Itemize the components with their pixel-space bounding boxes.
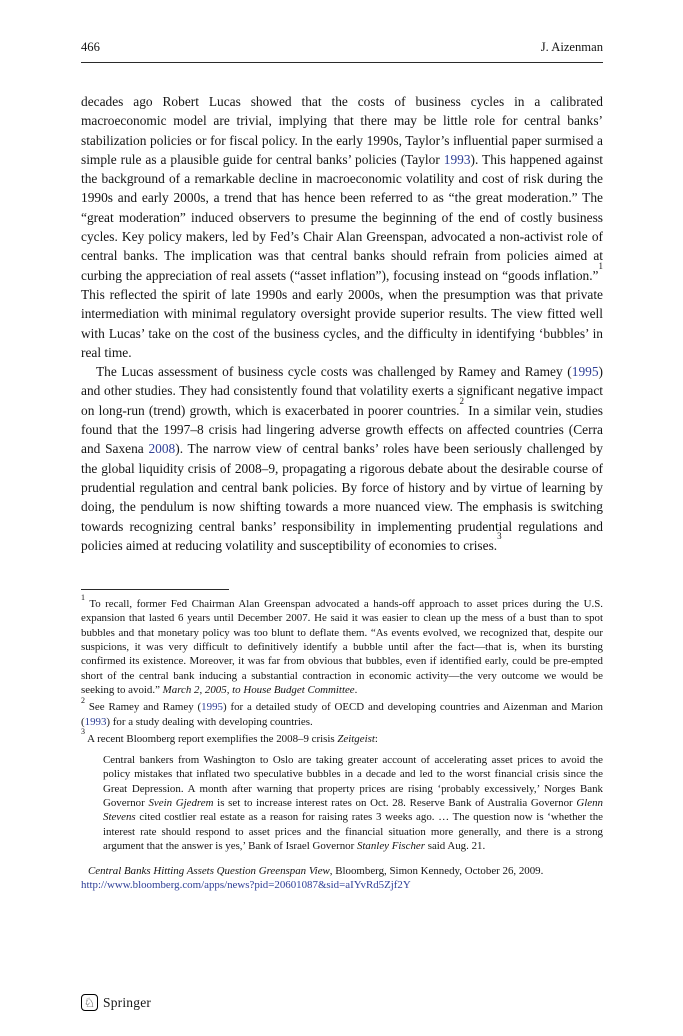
citation-link-ramey-1995-footnote[interactable]: 1995 bbox=[201, 701, 223, 714]
text-run: . bbox=[354, 683, 358, 696]
footnote-3 bbox=[81, 727, 603, 746]
footnotes-block bbox=[81, 592, 603, 893]
text-run: ). The narrow view of central banks’ roles have been seriously challenged by the global liquidity crisis of 2008–9, propagating a rigorous debate about the desirable course of prudential regulation and central bank policies. By force of history and by virtue of learning by doing, the pendulum is now shifting towards a more nuanced view. The emphasis is switching towards recognizing central banks’ responsibility in implementing prudential regulations and policies aimed at reducing volatility and susceptibility of economies to crises. bbox=[81, 441, 603, 553]
page-number: 466 bbox=[81, 40, 100, 54]
italic-run: March 2, 2005, to House Budget Committee bbox=[162, 683, 355, 696]
citation-link-cerra-saxena-2008[interactable]: 2008 bbox=[148, 441, 176, 457]
footnote-ref-2: 2 bbox=[459, 396, 465, 407]
text-run: To recall, former Fed Chairman Alan Greenspan advocated a hands-off approach to asset prices during the U.S. expansion that lasted 6 years until December 2007. He said it was easier to clean up the mess of a bust than to spot bubbles and that monetary policy was too blunt to deflate them. “As events evolved, we recognized that, despite our suspicions, it was very difficult to definitively identify a bubble until after the fact—that is, when its bursting confirmed its existence. Moreover, it was far from obvious that bubbles, even if identified early, could be pre-empted short of the central bank inducing a substantial contraction in economic activity—the very outcome we would be seeking to avoid.” bbox=[81, 598, 603, 696]
running-author: J. Aizenman bbox=[540, 40, 603, 54]
publisher-name: Springer bbox=[103, 994, 152, 1010]
text-run: decades ago Robert Lucas showed that the costs of business cycles in a calibrated macroeconomic model are trivial, implying that there may be little role for central banks’ stabilization policies or for fiscal policy. In the early 1990s, Taylor’s influential paper surmised a simple rule as a plausible guide for central banks’ policies (Taylor bbox=[81, 94, 603, 167]
text-run: A recent Bloomberg report exemplifies the 2008–9 crisis bbox=[85, 732, 338, 745]
italic-run: Svein Gjedrem bbox=[148, 796, 214, 809]
text-run: This reflected the spirit of late 1990s and early 2000s, when the presumption was that private intermediation with minimal regulatory oversight provide superior results. The view fitted well with Lucas’ take on the cost of the business cycles, and the difficulty in identifying ‘bubbles’ in real time. bbox=[81, 286, 603, 360]
text-run: ) for a detailed study of OECD and developing countries and Aizenman and Marion ( bbox=[81, 701, 603, 728]
footnote-marker-2: 2 bbox=[81, 695, 85, 705]
footnote-marker-3: 3 bbox=[81, 727, 85, 737]
body-text-block bbox=[81, 92, 603, 555]
text-run: cited costlier real estate as a reason for raising rates 3 weeks ago. … The question now is ‘whether the interest rate should respond to asset prices and the financial situation more generally, and there is a strong argument that the answer is yes,’ Bank of Israel Governor bbox=[103, 811, 603, 852]
footnote-ref-3: 3 bbox=[497, 531, 502, 542]
publisher-footer bbox=[81, 994, 151, 1011]
source-citation bbox=[81, 864, 603, 878]
italic-run: Glenn Stevens bbox=[103, 796, 603, 824]
text-run: is set to increase interest rates on Oct. 28. Reserve Bank of Australia Governor bbox=[213, 796, 577, 809]
citation-link-ramey-1995[interactable]: 1995 bbox=[571, 364, 599, 380]
text-run: Central bankers from Washington to Oslo are taking greater account of accelerating asset prices to avoid the policy mistakes that inflated two speculative bubbles in a decade and led to the worst financial crisis since the Great Depression. A month after warning that property prices are rising ‘probably excessively,’ Norges Bank Governor bbox=[103, 754, 603, 809]
text-run: The Lucas assessment of business cycle costs was challenged by Ramey and Ramey ( bbox=[96, 364, 572, 380]
running-header bbox=[81, 40, 603, 63]
source-url-line bbox=[81, 878, 603, 892]
paragraph-1 bbox=[81, 92, 603, 362]
footnote-2 bbox=[81, 695, 603, 729]
italic-run: Stanley Fischer bbox=[356, 839, 425, 852]
bloomberg-url-link[interactable]: http://www.bloomberg.com/apps/news?pid=20601087&sid=aIYvRd5Zjf2Y bbox=[81, 879, 411, 892]
text-run: ). This happened against the background of a remarkable decline in macroeconomic volatility and cost of risk during the 1990s and early 2000s, a trend that has hence been referred to as “the great moderation.” The “great moderation” induced observers to presume the beginning of the end of costly business cycles. Key policy makers, led by Fed’s Chair Alan Greenspan, advocated a non-activist role of central banks. The implication was that central banks should refrain from policies aimed at curbing the appreciation of real assets (“asset inflation”), focusing instead on “goods inflation.” bbox=[81, 151, 603, 283]
footnote-separator-rule bbox=[81, 589, 229, 590]
bloomberg-block-quote bbox=[103, 753, 603, 853]
footnote-1 bbox=[81, 592, 603, 697]
text-run: said Aug. 21. bbox=[424, 839, 486, 852]
text-run: ) and other studies. They had consistently found that volatility exerts a significant negative impact on long-run (trend) growth, which is exacerbated in poorer countries. bbox=[81, 364, 603, 418]
text-run: , Bloomberg, Simon Kennedy, October 26, 2009. bbox=[329, 865, 544, 878]
horse-glyph: ♘ bbox=[83, 995, 96, 1010]
citation-link-aizenman-marion-1993[interactable]: 1993 bbox=[84, 715, 107, 728]
citation-link-taylor-1993[interactable]: 1993 bbox=[443, 151, 471, 167]
italic-run: Zeitgeist bbox=[337, 732, 375, 745]
footnote-ref-1: 1 bbox=[598, 261, 603, 272]
footnote-marker-1: 1 bbox=[81, 592, 85, 602]
paragraph-2 bbox=[81, 362, 603, 555]
text-run: ) for a study dealing with developing countries. bbox=[106, 715, 313, 728]
cited-article-title: Central Banks Hitting Assets Question Greenspan View bbox=[88, 865, 330, 878]
springer-horse-icon bbox=[81, 994, 98, 1011]
text-run: See Ramey and Ramey ( bbox=[85, 701, 202, 714]
text-run: : bbox=[374, 732, 378, 745]
text-run: In a similar vein, studies found that the 1997–8 crisis had lingering adverse growth effects on affected countries (Cerra and Saxena bbox=[81, 402, 603, 457]
